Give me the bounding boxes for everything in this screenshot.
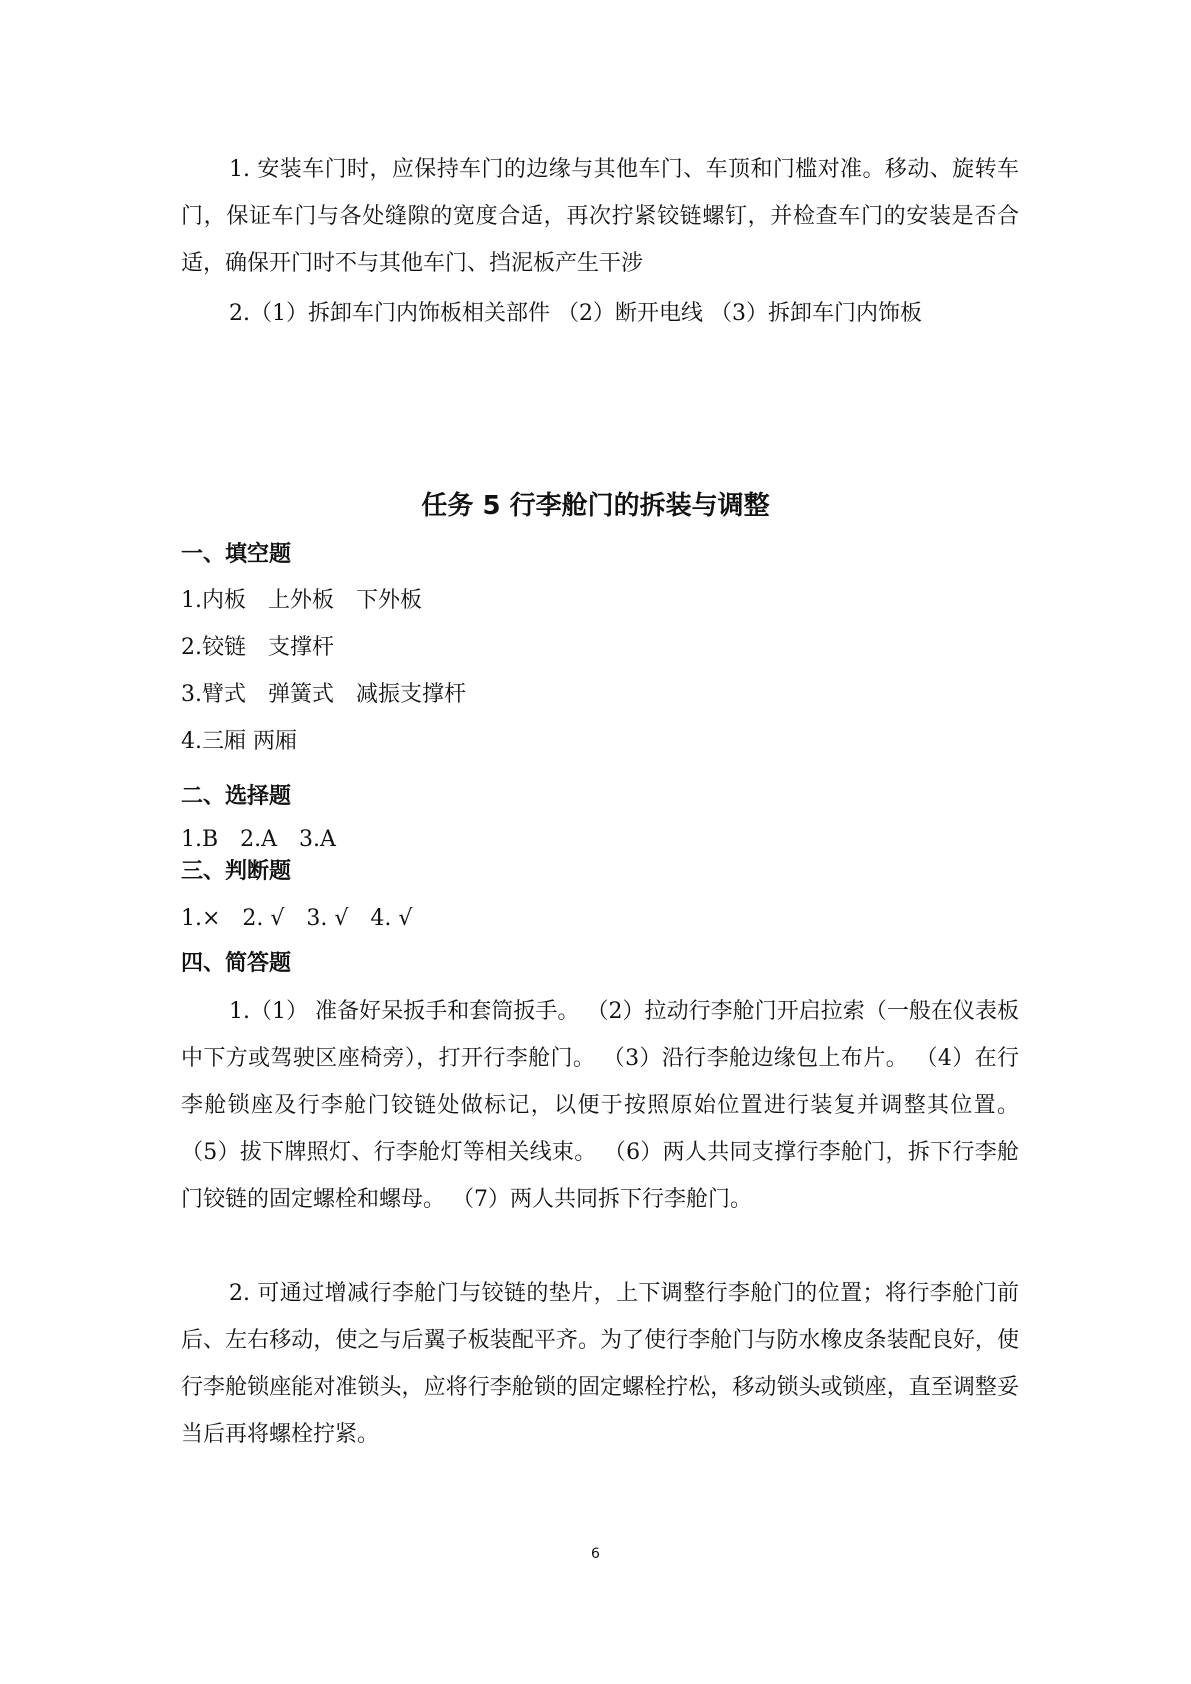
short-answer-2: 2. 可通过增减行李舱门与铰链的垫片，上下调整行李舱门的位置；将行李舱门前后、左右移动，使之与后翼子板装配平齐。为了使行李舱门与防水橡皮条装配良好，使行李舱锁座能对准锁头，应将行李舱锁的固定螺栓拧松，移动锁头或锁座，直至调整妥当后再将螺栓拧紧。	[181, 1281, 1019, 1447]
fill-blank-heading: 一、填空题	[181, 542, 292, 567]
task-title: 任务 5 行李舱门的拆装与调整	[421, 491, 770, 521]
choice-heading: 二、选择题	[181, 784, 292, 809]
short-answer-heading: 四、简答题	[181, 951, 292, 976]
prev-answer-1: 1. 安装车门时，应保持车门的边缘与其他车门、车顶和门槛对准。移动、旋转车门，保证车门与各处缝隙的宽度合适，再次拧紧铰链螺钉，并检查车门的安装是否合适，确保开门时不与其他车门、挡泥板产生干涉	[181, 157, 1019, 276]
choice-answers: 1.B 2.A 3.A	[181, 827, 336, 852]
prev-answer-2: 2.（1）拆卸车门内饰板相关部件 （2）断开电线 （3）拆卸车门内饰板	[229, 301, 922, 326]
fill-blank-item-3: 3.臂式 弹簧式 减振支撑杆	[181, 682, 466, 707]
fill-blank-item-2: 2.铰链 支撑杆	[181, 635, 334, 660]
page-number: 6	[591, 1546, 600, 1562]
fill-blank-item-4: 4.三厢 两厢	[181, 729, 297, 754]
short-answer-1: 1.（1） 准备好呆扳手和套筒扳手。 （2）拉动行李舱门开启拉索（一般在仪表板中下方或驾驶区座椅旁），打开行李舱门。 （3）沿行李舱边缘包上布片。 （4）在行李舱锁座及行李舱门铰链处做标记，以便于按照原始位置进行装复并调整其位置。 （5）拔下牌照灯、行李舱灯等相关线束。 （6）两人共同支撑行李舱门，拆下行李舱门铰链的固定螺栓和螺母。 （7）两人共同拆下行李舱门。	[181, 999, 1019, 1212]
judge-answers: 1.× 2. √ 3. √ 4. √	[181, 906, 413, 931]
judge-heading: 三、判断题	[181, 859, 292, 884]
fill-blank-item-1: 1.内板 上外板 下外板	[181, 588, 422, 613]
